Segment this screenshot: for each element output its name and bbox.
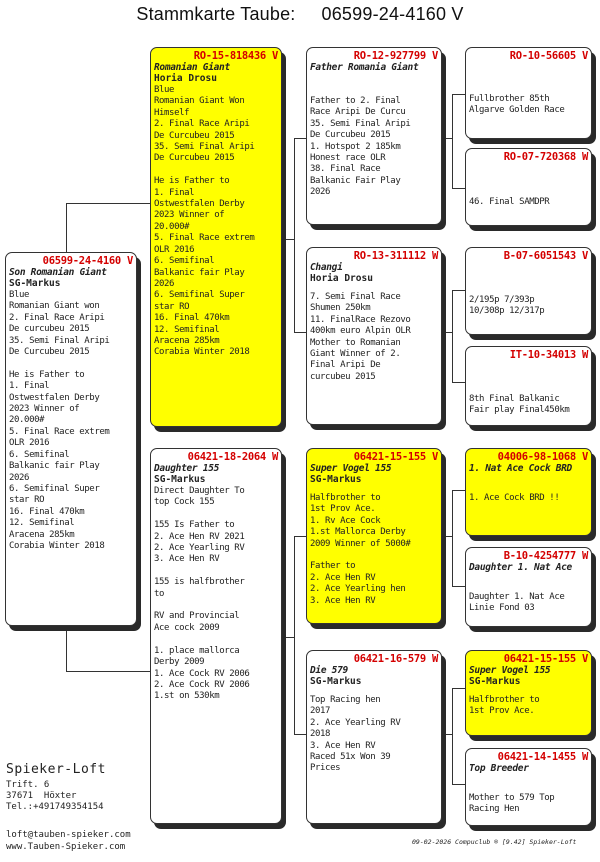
pigeon-card-dss[interactable] [465,448,592,536]
pigeon-owner: SG-Markus [469,676,521,687]
pigeon-owner: SG-Markus [310,676,362,687]
title-label: Stammkarte Taube: [136,4,296,24]
connector-line [294,536,295,734]
connector-line [66,203,67,253]
ring-number: 04006-98-1068 V [497,451,588,463]
connector-line [442,332,452,333]
connector-line [452,784,465,785]
pigeon-card-sds[interactable] [465,247,592,335]
connector-line [452,290,465,291]
connector-line [66,203,150,204]
connector-line [294,332,306,333]
pigeon-owner: Horia Drosu [310,273,373,284]
ring-number: RO-10-56605 V [509,50,588,62]
ring-number: 06599-24-4160 V [42,255,133,267]
loft-website[interactable]: www.Tauben-Spieker.com [6,842,126,852]
pigeon-notes: Top Racing hen 2017 2. Ace Yearling RV 2018 3. Ace Hen RV Raced 51x Won 39 Prices [310,695,401,774]
pigeon-notes: Blue Romanian Giant Won Himself 2. Final Race Aripi De Curcubeu 2015 35. Semi Final Aripi De Curcubeu 2015 He is Father to 1. Final Ostwestfalen Derby 2023 Winner of 20.000# 5. Final Race extrem OLR 2016 6. Semifinal Balkanic fair Play 2026 6. Semifinal Super star RO 16. Final 470km 12. Semifinal Aracena 285km Corabia Winter 2018 [154,85,255,358]
pigeon-card-dam[interactable] [150,448,282,824]
connector-line [282,637,294,638]
ring-number: 06421-18-2064 W [187,451,278,463]
connector-line [442,734,452,735]
pigeon-card-subject[interactable] [5,252,137,626]
loft-street: Trift. 6 [6,780,50,790]
connector-line [452,688,453,784]
connector-line [66,626,67,671]
ring-number: RO-12-927799 V [353,50,438,62]
pigeon-card-dam-dam[interactable] [306,650,442,824]
connector-line [452,94,465,95]
ring-number: RO-15-818436 V [193,50,278,62]
pigeon-card-ssd[interactable] [465,148,592,226]
pigeon-owner: SG-Markus [310,474,362,485]
connector-line [442,536,452,537]
pigeon-owner: Horia Drosu [154,73,217,84]
loft-email[interactable]: loft@tauben-spieker.com [6,830,131,840]
pigeon-owner [310,73,438,84]
loft-city: 37671 Höxter [6,791,77,801]
pigeon-name: Son Romanian Giant [9,267,107,278]
pigeon-card-sss[interactable] [465,47,592,139]
ring-number: 06421-14-1455 W [497,751,588,763]
pigeon-card-sdd[interactable] [465,346,592,426]
connector-line [452,688,465,689]
ring-number: B-10-4254777 W [503,550,588,562]
ring-number: B-07-6051543 V [503,250,588,262]
loft-phone: Tel.:+491749354154 [6,802,104,812]
pigeon-name: Daughter 1. Nat Ace [469,562,572,573]
footer-stamp: 09-02-2026 Compuclub ® [9.42] Spieker-Loft [412,838,577,846]
connector-line [442,138,452,139]
pigeon-name: Changi [310,262,343,273]
connector-line [452,490,465,491]
pigeon-card-sire-dam[interactable] [306,247,442,425]
pigeon-name: Super Vogel 155 [310,463,392,474]
pigeon-notes: 2/195p 7/393p 10/308p 12/317p [469,295,545,317]
loft-info [6,762,131,853]
pigeon-card-dsd[interactable] [465,547,592,627]
ring-number: RO-07-720368 W [503,151,588,163]
pigeon-notes: 1. Ace Cock BRD !! [469,493,560,503]
pigeon-name: 1. Nat Ace Cock BRD [469,463,572,474]
connector-line [294,536,306,537]
pigeon-notes: 7. Semi Final Race Shumen 250km 11. FinalRace Rezovo 400km euro Alpin OLR Mother to Romanian Giant Winner of 2. Final Aripi De curcubeu 2015 [310,292,411,382]
ring-number: 06421-16-579 W [353,653,438,665]
pigeon-notes: Blue Romanian Giant won 2. Final Race Aripi De curcubeu 2015 35. Semi Final Aripi De Curcubeu 2015 He is Father to 1. Final Ostwestfalen Derby 2023 Winner of 20.000# 5. Final Race extrem OLR 2016 6. Semifinal Balkanic fair Play 2026 6. Semifinal Super star RO 16. Final 470km 12. Semifinal Aracena 285km Corabia Winter 2018 [9,290,110,551]
connector-line [282,239,294,240]
ring-number: IT-10-34013 W [509,349,588,361]
page-title [0,4,600,25]
connector-line [452,586,465,587]
pigeon-notes: Mother to 579 Top Racing Hen [469,793,555,815]
connector-line [452,382,465,383]
pigeon-notes: Direct Daughter To top Cock 155 155 Is Father to 2. Ace Hen RV 2021 2. Ace Yearling RV 3. Ace Hen RV 155 is halfbrother to RV and Provincial Ace cock 2009 1. place mallorca Derby 2009 1. Ace Cock RV 2006 2. Ace Cock RV 2006 1.st on 530km [154,486,250,702]
title-ring: 06599-24-4160 V [321,4,464,24]
pigeon-name: Father Romania Giant [310,62,419,73]
pigeon-card-dds[interactable] [465,650,592,736]
pigeon-card-ddd[interactable] [465,748,592,826]
pigeon-name: Romanian Giant [154,62,230,73]
connector-line [294,138,295,332]
pigeon-notes: Father to 2. Final Race Aripi De Curcu 35. Semi Final Aripi De Curcubeu 2015 1. Hotspot 2 185km Honest race OLR 38. Final Race Balkanic Fair Play 2026 [310,96,411,198]
pigeon-owner: SG-Markus [9,278,61,289]
connector-line [452,94,453,188]
ring-number: RO-13-311112 W [353,250,438,262]
pigeon-name: Daughter 155 [154,463,220,474]
connector-line [294,734,306,735]
connector-line [452,188,465,189]
pigeon-notes: 46. Final SAMDPR [469,197,550,207]
ring-number: 06421-15-155 V [503,653,588,665]
pigeon-notes: 8th Final Balkanic Fair play Final450km [469,394,570,416]
pigeon-name: Top Breeder [469,763,529,774]
connector-line [294,138,306,139]
loft-name: Spieker-Loft [6,762,106,777]
pigeon-name: Die 579 [310,665,348,676]
pigeon-name: Super Vogel 155 [469,665,551,676]
pigeon-notes: Halfbrother to 1st Prov Ace. 1. Rv Ace Cock 1.st Mallorca Derby 2009 Winner of 5000# Father to 2. Ace Hen RV 2. Ace Yearling hen 3. Ace Hen RV [310,493,411,606]
pigeon-notes: Daughter 1. Nat Ace Linie Fond 03 [469,592,565,614]
connector-line [452,290,453,382]
pigeon-card-sire[interactable] [150,47,282,427]
ring-number: 06421-15-155 V [353,451,438,463]
connector-line [452,490,453,586]
pigeon-notes: Fullbrother 85th Algarve Golden Race [469,94,565,116]
connector-line [66,671,150,672]
pigeon-notes: Halfbrother to 1st Prov Ace. [469,695,540,717]
pigeon-card-dam-sire[interactable] [306,448,442,624]
pigeon-card-sire-sire[interactable] [306,47,442,225]
pigeon-owner: SG-Markus [154,474,206,485]
